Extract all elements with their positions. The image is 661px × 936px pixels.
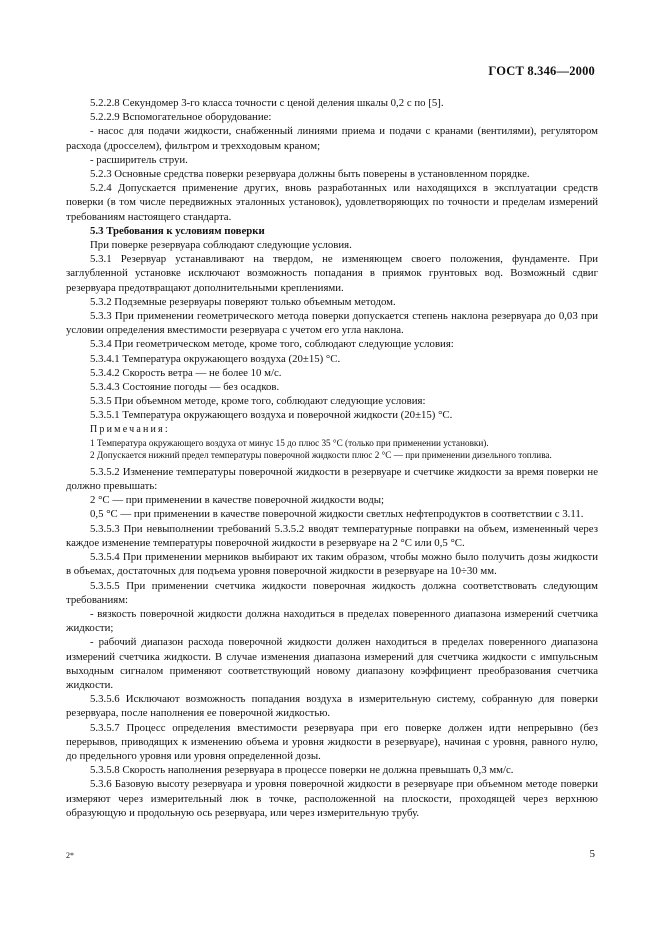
paragraph: - вязкость поверочной жидкости должна находиться в пределах поверенного диапазона измерений счетчика жидкости;	[66, 607, 598, 635]
paragraph: 5.3.3 При применении геометрического метода поверки допускается степень наклона резервуара до 0,03 при условии определения вместимости резервуара с учетом его угла наклона.	[66, 310, 598, 337]
paragraph: 5.3.5.8 Скорость наполнения резервуара в процессе поверки не должна превышать 0,3 мм/с.	[90, 764, 514, 777]
paragraph: 5.2.4 Допускается применение других, вновь разработанных или находящихся в эксплуатации средств поверки (в том числе передвижных эталонных установок), удовлетворяющих по точности и пределам измерений требованиям настоящего стандарта.	[66, 182, 598, 223]
paragraph: 5.3.5.2 Изменение температуры поверочной жидкости в резервуаре и счетчике жидкости за время поверки не должно превышать:	[66, 465, 598, 493]
note-paragraph: 2 Допускается нижний предел температуры поверочной жидкости плюс 2 °С — при применении дизельного топлива.	[90, 449, 552, 460]
paragraph: - рабочий диапазон расхода поверочной жидкости должен находиться в пределах поверенного диапазона измерений счетчика жидкости. В случае изменения диапазона измерений для счетчика жидкости с импульсным выходным сигналом применяют соответствующий новому диапазону коэффициент преобразования счетчика жидкости.	[66, 636, 598, 691]
paragraph: 5.3 Требования к условиям поверки	[90, 224, 265, 237]
paragraph: 5.3.5 При объемном методе, кроме того, соблюдают следующие условия:	[90, 395, 426, 408]
note-paragraph: 1 Температура окружающего воздуха от минус 15 до плюс 35 °С (только при применении установки).	[90, 437, 489, 448]
sheet-mark: 2*	[66, 851, 74, 860]
paragraph: 5.3.6 Базовую высоту резервуара и уровня поверочной жидкости в резервуаре при объемном методе поверки измеряют через измерительный люк в точке, расположенной на плоскости, проходящей через верхнюю образующую и продольную ось резервуара, или через измерительную трубу.	[66, 778, 598, 819]
paragraph: 5.2.2.9 Вспомогательное оборудование:	[90, 111, 272, 124]
paragraph: 2 °С — при применении в качестве поверочной жидкости воды;	[90, 494, 384, 507]
paragraph: 5.2.3 Основные средства поверки резервуара должны быть поверены в установленном порядке.	[90, 168, 530, 181]
paragraph: 5.3.2 Подземные резервуары поверяют только объемным методом.	[90, 295, 396, 308]
paragraph: - насос для подачи жидкости, снабженный линиями приема и подачи с кранами (вентилями), регулятором расхода (дросселем), фильтром и трехходовым краном;	[66, 125, 598, 152]
paragraph: 5.3.5.6 Исключают возможность попадания воздуха в измерительную систему, собранную для поверки резервуара, после наполнения ее поверочной жидкостью.	[66, 693, 598, 720]
paragraph: 5.3.4.2 Скорость ветра — не более 10 м/с.	[90, 366, 282, 379]
paragraph: 5.3.5.3 При невыполнении требований 5.3.5.2 вводят температурные поправки на объем, измененный через каждое изменение температуры поверочной жидкости в резервуаре на 2 °С или 0,5 °С.	[66, 522, 598, 549]
paragraph: - расширитель струи.	[90, 153, 188, 166]
page-number: 5	[589, 848, 595, 860]
document-body	[66, 96, 598, 820]
paragraph: 5.3.5.1 Температура окружающего воздуха и поверочной жидкости (20±15) °С.	[90, 409, 453, 422]
paragraph: При поверке резервуара соблюдают следующие условия.	[90, 239, 352, 252]
paragraph: 5.3.5.7 Процесс определения вместимости резервуара при его поверке должен идти непрерывно (без перерывов, приводящих к изменению объема и уровня жидкости в резервуаре), начиная с уровня, равного нулю, до предельного уровня или уровня определенной дозы.	[66, 721, 598, 762]
paragraph: 5.3.5.4 При применении мерников выбирают их таким образом, чтобы можно было получить дозы жидкости в объемах, достаточных для подъема уровня поверочной жидкости в резервуаре на 10÷30 мм.	[66, 551, 598, 578]
paragraph: 0,5 °С — при применении в качестве поверочной жидкости светлых нефтепродуктов в соответствии с 3.11.	[90, 508, 584, 521]
paragraph: 5.2.2.8 Секундомер 3-го класса точности с ценой деления шкалы 0,2 с по [5].	[90, 97, 444, 109]
paragraph: 5.3.1 Резервуар устанавливают на твердом, не изменяющем своего положения, фундаменте. При заглубленной установке исключают возможность попадания в приямок грунтовых вод. Возможный сдвиг резервуара предотвращают дополнительными креплениями.	[66, 253, 598, 294]
paragraph: 5.3.5.5 При применении счетчика жидкости поверочная жидкость должна соответствовать следующим требованиям:	[66, 579, 598, 606]
paragraph: 5.3.4.3 Состояние погоды — без осадков.	[90, 381, 280, 394]
paragraph: 5.3.4.1 Температура окружающего воздуха (20±15) °С.	[90, 352, 341, 365]
note-paragraph: Примечания:	[90, 423, 170, 435]
document-header: ГОСТ 8.346—2000	[488, 64, 595, 78]
paragraph: 5.3.4 При геометрическом методе, кроме того, соблюдают следующие условия:	[90, 338, 454, 351]
